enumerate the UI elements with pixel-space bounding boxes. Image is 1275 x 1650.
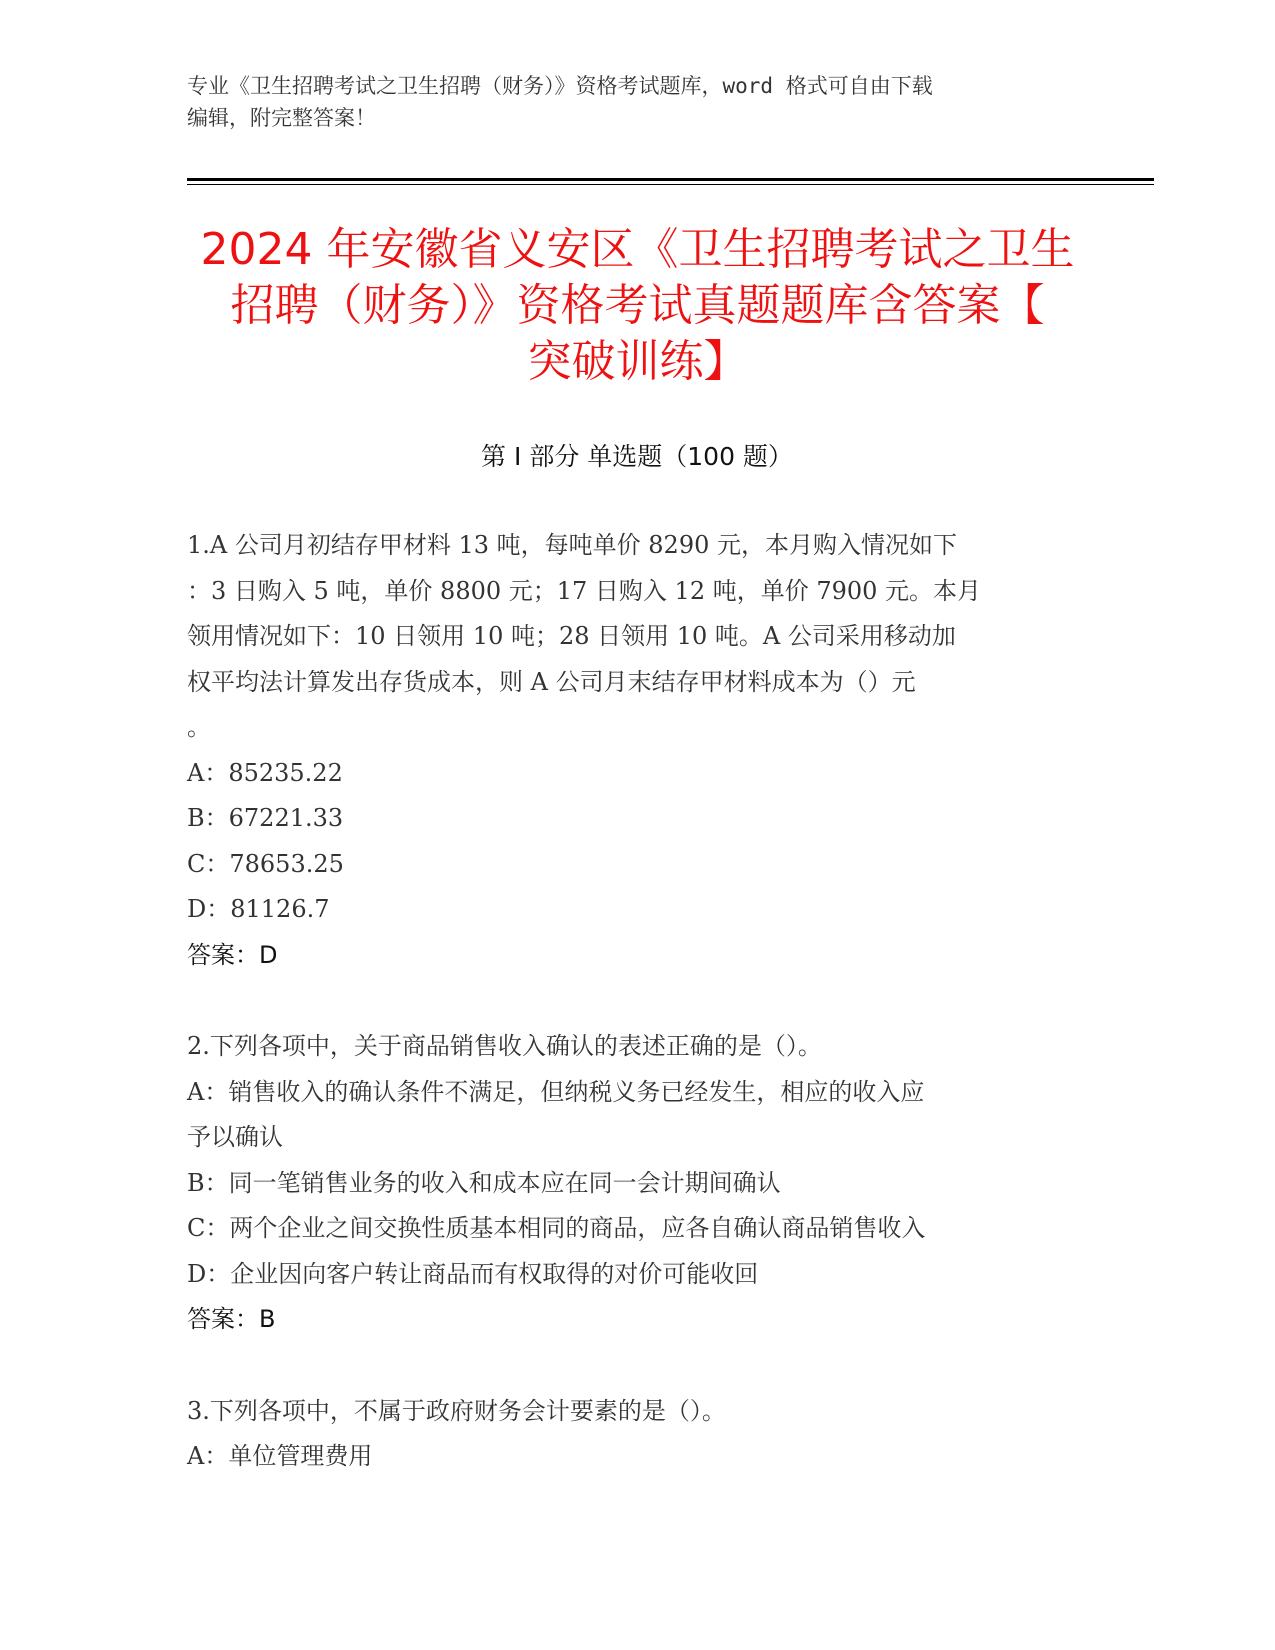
- header-divider-thick: [187, 178, 1154, 181]
- question-stem-line: 。: [187, 713, 211, 741]
- option-c: C：78653.25: [187, 849, 344, 878]
- question-spacer: [187, 1343, 1087, 1389]
- answer-label: 答案：D: [187, 940, 278, 969]
- question-list: [187, 523, 1087, 1480]
- title-line: 突破训练】: [527, 336, 748, 387]
- question-stem-line: ：3 日购入 5 吨，单价 8800 元；17 日购入 12 吨，单价 7900 元。本月: [187, 576, 982, 605]
- question-spacer: [187, 978, 1087, 1024]
- answer-label: 答案：B: [187, 1305, 276, 1333]
- question-stem-line: 领用情况如下：10 日领用 10 吨；28 日领用 10 吨。A 公司采用移动加: [187, 622, 956, 650]
- header-note-line: 编辑，附完整答案！: [187, 106, 376, 130]
- question-stem-line: 权平均法计算发出存货成本，则 A 公司月末结存甲材料成本为（）元: [187, 667, 916, 696]
- title-line: 2024 年安徽省义安区《卫生招聘考试之卫生: [200, 224, 1075, 275]
- option-d: D：81126.7: [187, 895, 330, 923]
- option-b: B：同一笔销售业务的收入和成本应在同一会计期间确认: [187, 1168, 781, 1197]
- option-b: B：67221.33: [187, 804, 344, 832]
- question-3: [187, 1389, 1087, 1480]
- question-stem-line: 2.下列各项中，关于商品销售收入确认的表述正确的是（）。: [187, 1032, 822, 1060]
- option-a: A：销售收入的确认条件不满足，但纳税义务已经发生，相应的收入应: [187, 1077, 925, 1106]
- header-divider-thin: [187, 184, 1154, 185]
- question-stem-line: 1.A 公司月初结存甲材料 13 吨，每吨单价 8290 元，本月购入情况如下: [187, 531, 957, 559]
- option-a-continued: 予以确认: [187, 1123, 283, 1151]
- header-note-line: 专业《卫生招聘考试之卫生招聘（财务）》资格考试题库，word 格式可自由下载: [187, 74, 933, 98]
- document-title: [160, 222, 1115, 390]
- section-title: 第 I 部分 单选题（100 题）: [481, 442, 793, 471]
- option-d: D：企业因向客户转让商品而有权取得的对价可能收回: [187, 1259, 759, 1288]
- header-note: [187, 70, 1067, 134]
- title-line: 招聘（财务）》资格考试真题题库含答案【: [230, 280, 1045, 331]
- option-a: A：单位管理费用: [187, 1442, 373, 1470]
- question-stem-line: 3.下列各项中，不属于政府财务会计要素的是（）。: [187, 1396, 726, 1425]
- question-1: [187, 523, 1087, 978]
- question-2: [187, 1024, 1087, 1343]
- option-c: C：两个企业之间交换性质基本相同的商品，应各自确认商品销售收入: [187, 1214, 926, 1242]
- option-a: A：85235.22: [187, 758, 343, 787]
